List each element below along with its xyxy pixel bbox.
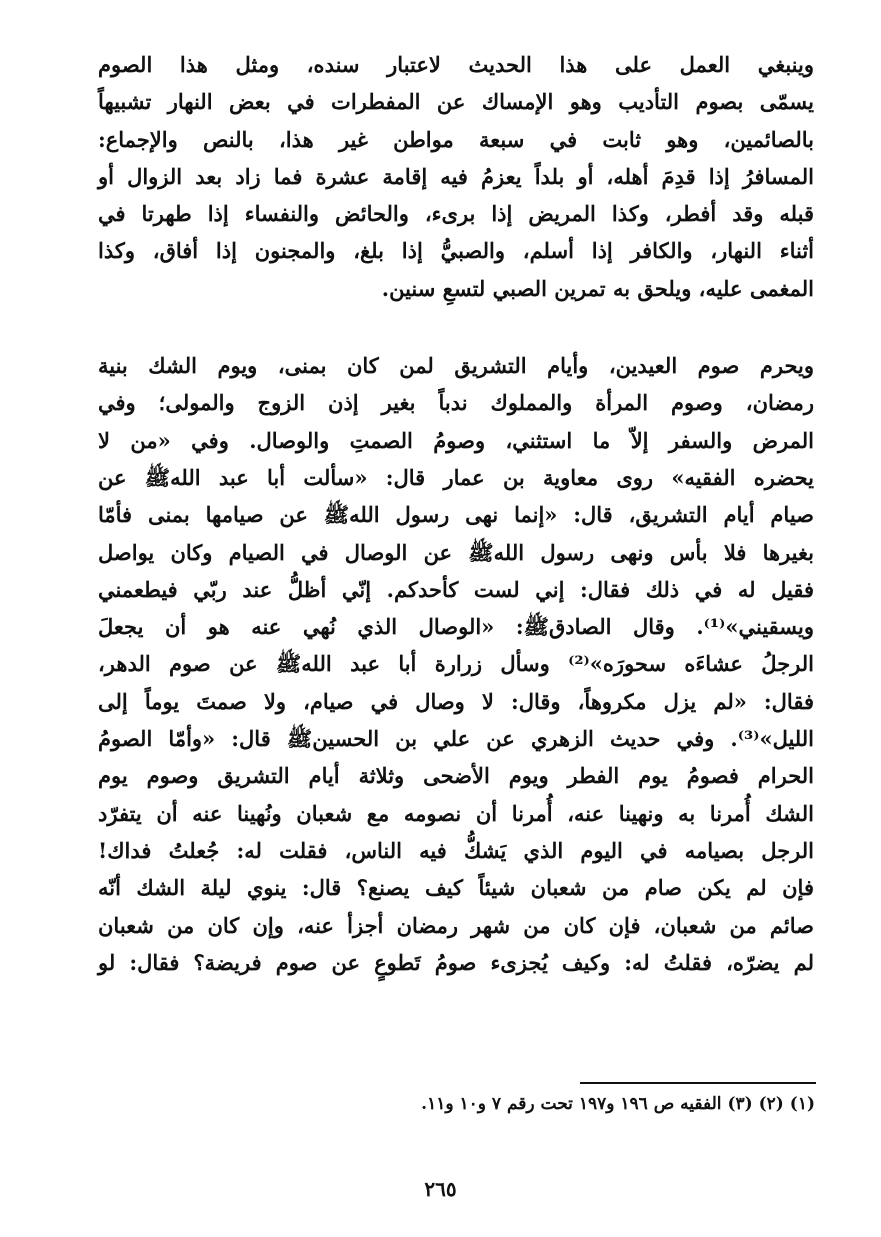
footnote: (١) (٢) (٣) الفقيه ص ١٩٦ و١٩٧ تحت رقم ٧ و١٠ و١١. (421, 1094, 815, 1114)
text-line: أثناء النهار، والكافر إذا أسلم، والصبيُّ إذا بلغ، والمجنون إذا أفاق، وكذا (98, 238, 814, 264)
paragraph-1 (98, 46, 814, 307)
text-line: الرجلُ عشاءَه سحورَه»⁽²⁾ وسأل زرارة أبا عبد اللهﷺ عن صوم الدهر، (98, 651, 815, 677)
text-line: الليل»⁽³⁾. وفي حديث الزهري عن علي بن الحسينﷺ قال: «وأمّا الصومُ (98, 726, 814, 752)
text-line: المغمى عليه، ويلحق به تمرين الصبي لتسعِ سنين. (381, 275, 814, 301)
text-line: المسافرُ إذا قدِمَ أهله، أو بلداً يعزمُ فيه إقامة عشرة فما زاد بعد الزوال أو (98, 163, 814, 189)
text-line: فإن لم يكن صام من شعبان شيئاً كيف يصنع؟ قال: ينوي ليلة الشك أنّه (98, 875, 814, 901)
page-number: ٢٦٥ (424, 1177, 457, 1201)
text-line: ويحرم صوم العيدين، وأيام التشريق لمن كان بمنى، ويوم الشك بنية (98, 353, 814, 379)
text-line: الشك أُمرنا به ونهينا عنه، أُمرنا أن نصومه مع شعبان ونُهينا عنه أن يتفرّد (98, 800, 814, 826)
text-line: رمضان، وصوم المرأة والمملوك ندباً بغير إذن الزوج والمولى؛ وفي (98, 390, 814, 416)
page-body (98, 46, 814, 981)
text-line: المرض والسفر إلاّ ما استثني، وصومُ الصمتِ والوصال. وفي «من لا (98, 427, 814, 453)
text-line: صيام أيام التشريق، قال: «إنما نهى رسول اللهﷺ عن صيامها بمنى فأمّا (98, 502, 814, 528)
text-line: فقيل له في ذلك فقال: إني لست كأحدكم. إنّي أظلُّ عند ربّي فيطعمني (98, 576, 814, 602)
text-line: وينبغي العمل على هذا الحديث لاعتبار سنده، ومثل هذا الصوم (98, 52, 814, 77)
text-line: بغيرها فلا بأس ونهى رسول اللهﷺ عن الوصال في الصيام وكان يواصل (98, 539, 814, 565)
text-line: فقال: «لم يزل مكروهاً، وقال: لا وصال في صيام، ولا صمتَ يوماً إلى (98, 688, 814, 714)
text-line: الحرام فصومُ يوم الفطر ويوم الأضحى وثلاثة أيام التشريق وصوم يوم (98, 763, 814, 789)
text-line: يحضره الفقيه» روى معاوية بن عمار قال: «سألت أبا عبد اللهﷺ عن (98, 464, 814, 490)
text-line: لم يضرّه، فقلتُ له: وكيف يُجزىء صومُ تَطوعٍ عن صوم فريضة؟ فقال: لو (98, 949, 814, 975)
text-line: الرجل بصيامه في اليوم الذي يَشكُّ فيه الناس، فقلت له: جُعلتُ فداك! (98, 837, 814, 863)
text-line: بالصائمين، وهو ثابت في سبعة مواطن غير هذا، بالنص والإجماع: (98, 126, 814, 152)
paragraph-2 (98, 347, 814, 981)
text-line: قبله وقد أفطر، وكذا المريض إذا برىء، والحائض والنفساء إذا طهرتا في (98, 201, 814, 227)
text-line: ويسقيني»⁽¹⁾. وقال الصادقﷺ: «الوصال الذي نُهي عنه هو أن يجعلَ (98, 614, 814, 640)
text-line: صائم من شعبان، فإن كان من شهر رمضان أجزأ عنه، وإن كان من شعبان (98, 912, 814, 938)
text-line: يسمّى بصوم التأديب وهو الإمساك عن المفطرات في بعض النهار تشبيهاً (98, 89, 814, 115)
paragraph-gap (98, 307, 814, 347)
footnote-divider (580, 1082, 816, 1084)
